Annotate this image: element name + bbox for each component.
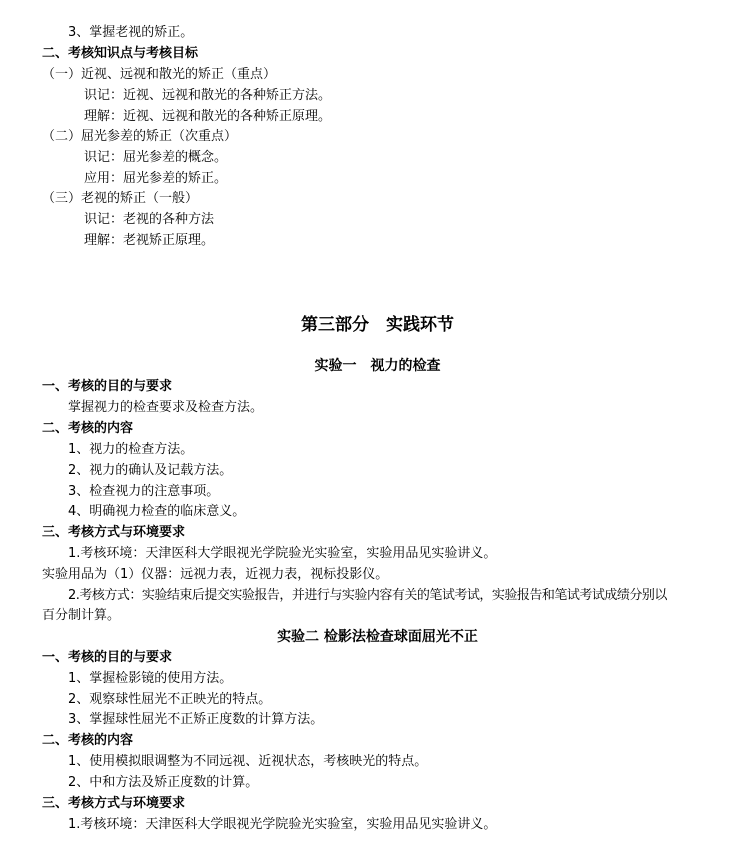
list-item: 应用：屈光参差的矫正。 (84, 171, 228, 186)
list-item: 4、明确视力检查的临床意义。 (68, 504, 246, 519)
list-item: 2、观察球性屈光不正映光的特点。 (68, 692, 272, 707)
experiment-title: 实验一 视力的检查 (314, 358, 441, 374)
list-item: 1、掌握检影镜的使用方法。 (68, 671, 233, 686)
list-item: 识记：近视、远视和散光的各种矫正方法。 (84, 88, 332, 103)
section-heading: 三、考核方式与环境要求 (42, 796, 186, 811)
section-heading: 二、考核的内容 (42, 733, 134, 748)
paragraph: 百分制计算。 (42, 608, 121, 623)
list-item: 2、中和方法及矫正度数的计算。 (68, 775, 259, 790)
section-heading: 一、考核的目的与要求 (42, 650, 173, 665)
section-heading: 二、考核的内容 (42, 421, 134, 436)
paragraph: 掌握视力的检查要求及检查方法。 (68, 400, 264, 415)
part-title: 第三部分 实践环节 (301, 315, 454, 335)
paragraph: 实验用品为（1）仪器：远视力表，近视力表，视标投影仪。 (42, 567, 389, 582)
list-item: 3、掌握球性屈光不正矫正度数的计算方法。 (68, 712, 324, 727)
list-item: 3、掌握老视的矫正。 (68, 25, 194, 40)
sub-heading: （三）老视的矫正（一般） (42, 191, 199, 206)
list-item: 理解：老视矫正原理。 (84, 233, 215, 248)
experiment-title: 实验二 检影法检查球面屈光不正 (277, 629, 478, 645)
list-item: 1、视力的检查方法。 (68, 442, 194, 457)
section-heading: 二、考核知识点与考核目标 (42, 46, 199, 61)
section-heading: 三、考核方式与环境要求 (42, 525, 186, 540)
paragraph: 2.考核方式：实验结束后提交实验报告，并进行与实验内容有关的笔试考试，实验报告和笔试考试成绩分别以 (68, 588, 667, 603)
list-item: 1、使用模拟眼调整为不同远视、近视状态，考核映光的特点。 (68, 754, 428, 769)
paragraph: 1.考核环境：天津医科大学眼视光学院验光实验室，实验用品见实验讲义。 (68, 817, 497, 832)
sub-heading: （一）近视、远视和散光的矫正（重点） (42, 67, 277, 82)
list-item: 2、视力的确认及记载方法。 (68, 463, 233, 478)
list-item: 识记：屈光参差的概念。 (84, 150, 228, 165)
list-item: 识记：老视的各种方法 (84, 212, 215, 227)
list-item: 3、检查视力的注意事项。 (68, 484, 220, 499)
section-heading: 一、考核的目的与要求 (42, 379, 173, 394)
paragraph: 1.考核环境：天津医科大学眼视光学院验光实验室，实验用品见实验讲义。 (68, 546, 497, 561)
list-item: 理解：近视、远视和散光的各种矫正原理。 (84, 109, 332, 124)
sub-heading: （二）屈光参差的矫正（次重点） (42, 129, 238, 144)
